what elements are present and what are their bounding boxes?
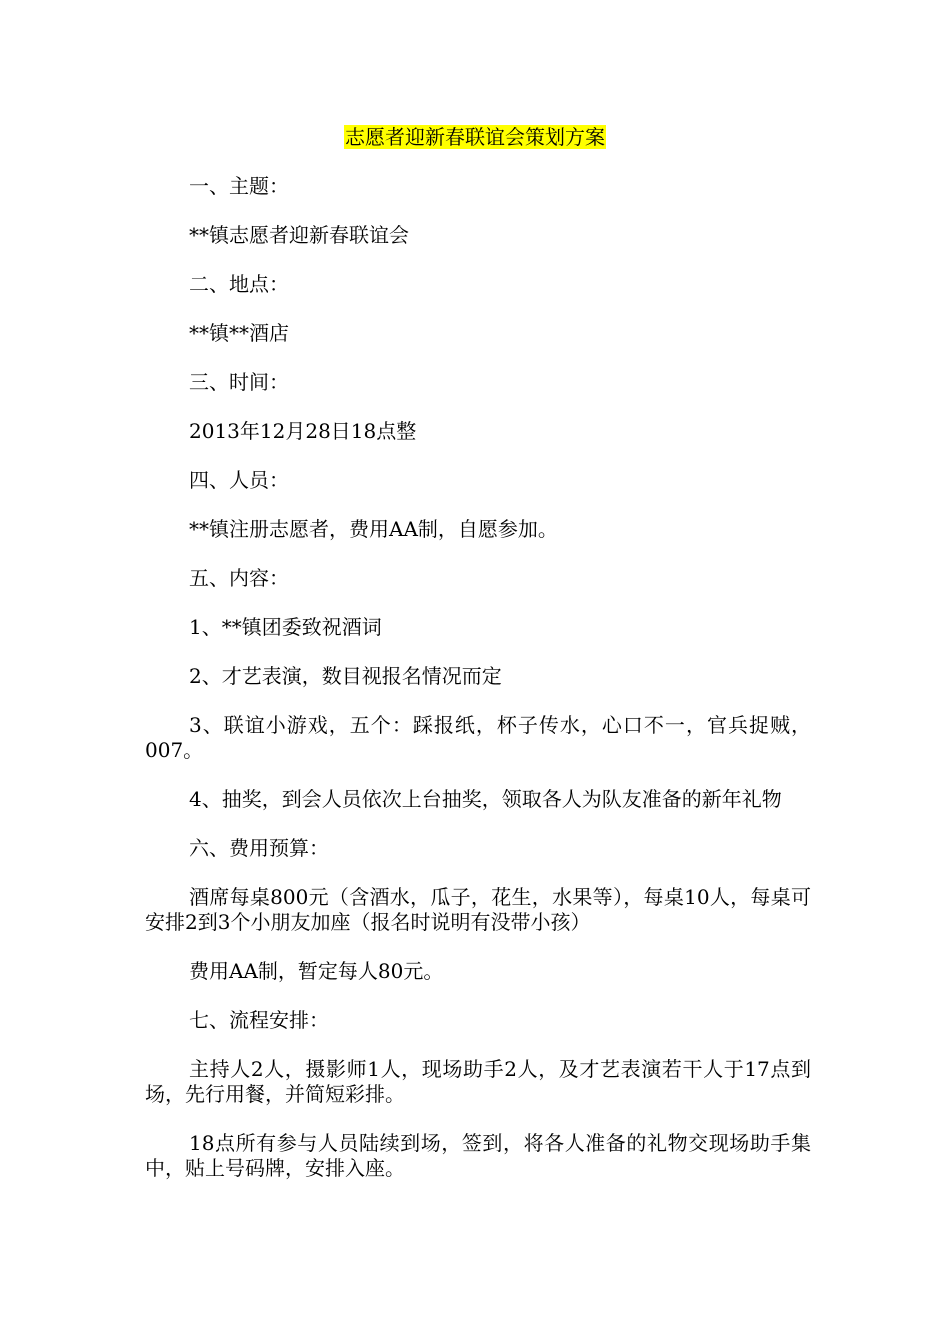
process-text-2: 18点所有参与人员陆续到场，签到，将各人准备的礼物交现场助手集中，贴上号码牌，安排入座。 [145, 1131, 811, 1180]
budget-text-2: 费用AA制，暂定每人80元。 [189, 959, 444, 983]
document-title: 志愿者迎新春联谊会策划方案 [345, 125, 605, 149]
section-heading-process: 七、流程安排： [189, 1008, 329, 1032]
section-heading-people: 四、人员： [189, 468, 289, 492]
section-heading-location: 二、地点： [189, 272, 289, 296]
document-body [145, 174, 811, 1181]
process-text-1: 主持人2人，摄影师1人，现场助手2人，及才艺表演若干人于17点到场，先行用餐，并简短彩排。 [145, 1057, 811, 1106]
location-text: **镇**酒店 [189, 321, 289, 345]
budget-text-1: 酒席每桌800元（含酒水，瓜子，花生，水果等），每桌10人，每桌可安排2到3个小朋友加座（报名时说明有没带小孩） [145, 885, 811, 934]
section-heading-budget: 六、费用预算： [189, 836, 329, 860]
time-text: 2013年12月28日18点整 [189, 419, 417, 443]
section-heading-content: 五、内容： [189, 566, 289, 590]
content-item-2: 2、才艺表演，数目视报名情况而定 [189, 664, 502, 688]
content-item-4: 4、抽奖，到会人员依次上台抽奖，领取各人为队友准备的新年礼物 [189, 787, 782, 811]
title-row [0, 124, 950, 150]
section-heading-time: 三、时间： [189, 370, 289, 394]
section-heading-theme: 一、主题： [189, 174, 289, 198]
content-item-3: 3、联谊小游戏，五个：踩报纸，杯子传水，心口不一，官兵捉贼，007。 [145, 713, 811, 762]
people-text: **镇注册志愿者，费用AA制，自愿参加。 [189, 517, 558, 541]
content-item-1: 1、**镇团委致祝酒词 [189, 615, 382, 639]
theme-text: **镇志愿者迎新春联谊会 [189, 223, 409, 247]
